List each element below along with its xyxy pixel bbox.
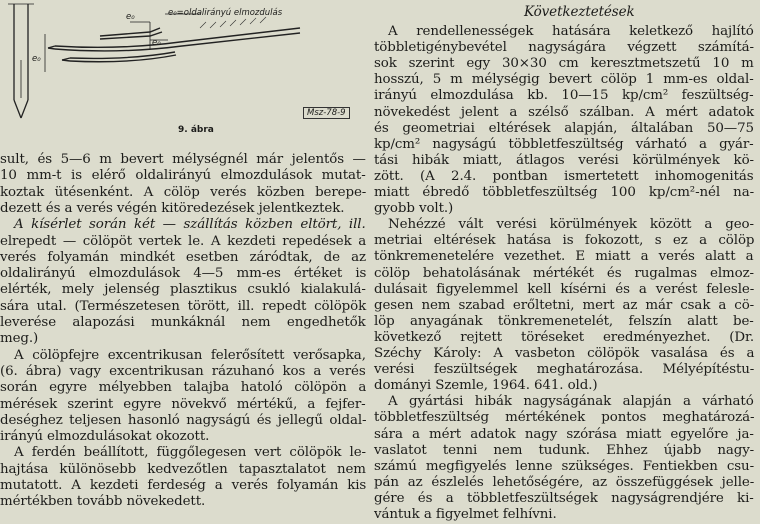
text-line: tási hibák miatt, átlagos verési körülmények kö- xyxy=(374,152,754,168)
text-line: pán az észlelés lehetőségére, az összefüggések jelle- xyxy=(374,474,755,490)
text-line: sult, és 5—6 m bevert mélységnél már jelentős — xyxy=(0,152,366,167)
text-line: dományi Szemle, 1964. 641. old.) xyxy=(374,378,598,394)
text-line: számú megfigyelés lenne szükséges. Fentiekben csu- xyxy=(374,458,755,474)
figure-caption: 9. ábra xyxy=(178,125,214,135)
text-line: kp/cm² nagyságú többletfeszültség várható a gyár- xyxy=(374,136,754,152)
label-e0-left: e₀ xyxy=(32,54,41,64)
text-line: irányú elmozdulásokat okozott. xyxy=(0,429,210,445)
text-line: meg.) xyxy=(0,331,39,347)
text-line: leverése alapozási munkáknál nem engedhetők xyxy=(0,315,366,330)
text-line: következő rejtett töréseket eredményezhet. (Dr. xyxy=(374,329,755,345)
text-line: A rendellenességek hatására keletkező hajlító xyxy=(388,24,754,39)
text-line: A cölöpfejre excentrikusan felerősített verősapka, xyxy=(14,347,366,363)
text-line: metriai eltérések hatása is fokozott, s ez a cölöp xyxy=(374,233,755,249)
label-e0-mid: e₀ xyxy=(152,38,161,48)
text-line: vaslatot tenni nem tudunk. Ehhez újabb nagy- xyxy=(374,442,755,458)
text-line: dezett és a verés végén kitöredezések jelentkeztek. xyxy=(0,200,345,216)
text-line: sára utal. (Természetesen törött, ill. repedt cölöpök xyxy=(0,298,367,314)
text-line: deséghez teljesen hasonló nagyságú és jellegű oldal- xyxy=(0,412,367,428)
text-line: zött. (A 2.4. pontban ismertetett inhomogenitás xyxy=(374,168,754,184)
text-line: (6. ábra) vagy excentrikusan rázuhanó kos a verés xyxy=(0,363,366,379)
text-line: verési feszültségek meghatározása. Mélyépítéstu- xyxy=(374,362,755,378)
text-line: löp anyagának tönkremenetelét, felszín alatt be- xyxy=(374,313,754,329)
text-line: gesen nem szabad erőltetni, mert az már csak a cö- xyxy=(374,297,755,313)
text-line: 10 mm-t is elérő oldalirányú elmozdulások mutat- xyxy=(0,168,366,184)
text-line: gyobb volt.) xyxy=(374,201,454,217)
text-line: tönkremenetelére vezethet. E miatt a verés alatt a xyxy=(374,249,754,265)
text-line: Széchy Károly: A vasbeton cölöpök vasalása és a xyxy=(374,346,755,361)
text-line: mérések szerint egyre növekvő mértékű, a fejfer- xyxy=(0,396,366,412)
left-column xyxy=(0,0,368,510)
text-line: A ferdén beállított, függőlegesen vert cölöpök le- xyxy=(14,445,366,461)
text-line: elérték, mely jelenség plasztikus csukló kialakulá- xyxy=(0,282,366,298)
text-line: miatt ébredő többletfeszültség 100 kp/cm²-nél na- xyxy=(374,185,755,200)
text-line: során egyre mélyebben talajba hatoló cölöpön a xyxy=(0,380,367,396)
text-line: koztak ütésenként. A cölöp verés közben berepe- xyxy=(0,184,367,200)
text-line: és geometriai eltérések alapján, általában 50—75 xyxy=(374,120,754,136)
text-line: sok szerint egy 30×30 cm keresztmetszetű 10 m xyxy=(374,56,754,72)
text-line: dulásait figyelemmel kell kísérni és a verést felesle- xyxy=(374,281,755,297)
text-line: mutatott. A kezdeti ferdeség a verés folyamán kis xyxy=(0,478,367,493)
text-line: hosszú, 5 m mélységig bevert cölöp 1 mm-es oldal- xyxy=(374,72,754,88)
label-e0-top: e₀ xyxy=(126,12,135,22)
label-elmozdulas: e₀=oldalirányú elmozdulás xyxy=(168,8,283,18)
text-line: gére és a többletfeszültségek nagyságrendjére ki- xyxy=(374,490,754,506)
text-line: elrepedt — cölöpöt vertek le. A kezdeti repedések a xyxy=(0,233,367,249)
text-line: sára a mért adatok nagy szórása miatt egyelőre ja- xyxy=(374,426,754,442)
figure-code: Msz-78-9 xyxy=(303,107,350,119)
text-line: A kísérlet során két — szállítás közben eltört, ill. xyxy=(14,217,366,233)
text-line: hajtása különösebb kedvezőtlen tapasztalatot nem xyxy=(0,461,366,477)
text-line: többletfeszültség mértékének pontos meghatározá- xyxy=(374,410,755,426)
text-line: cölöp behatolásának mértékét és rugalmas elmoz- xyxy=(374,265,754,281)
text-line: irányú elmozdulása kb. 10—15 kp/cm² feszültség- xyxy=(374,88,754,104)
text-line: oldalirányú elmozdulások 4—5 mm-es értéket is xyxy=(0,266,367,282)
figure-9 xyxy=(0,0,368,151)
text-line: verés folyamán mindkét esetben záródtak, de az xyxy=(0,249,366,265)
text-line: vántuk a figyelmet felhívni. xyxy=(374,507,557,522)
text-line: Nehézzé vált verési körülmények között a geo- xyxy=(388,217,754,233)
text-line: A gyártási hibák nagyságának alapján a várható xyxy=(388,394,754,410)
text-line: mértékben tovább növekedett. xyxy=(0,494,206,510)
text-line: többletigénybevétel nagyságára végzett számítá- xyxy=(374,40,754,56)
text-line: növekedést jelent a szélső szálban. A mért adatok xyxy=(374,104,754,120)
section-heading: Következtetések xyxy=(524,4,635,20)
